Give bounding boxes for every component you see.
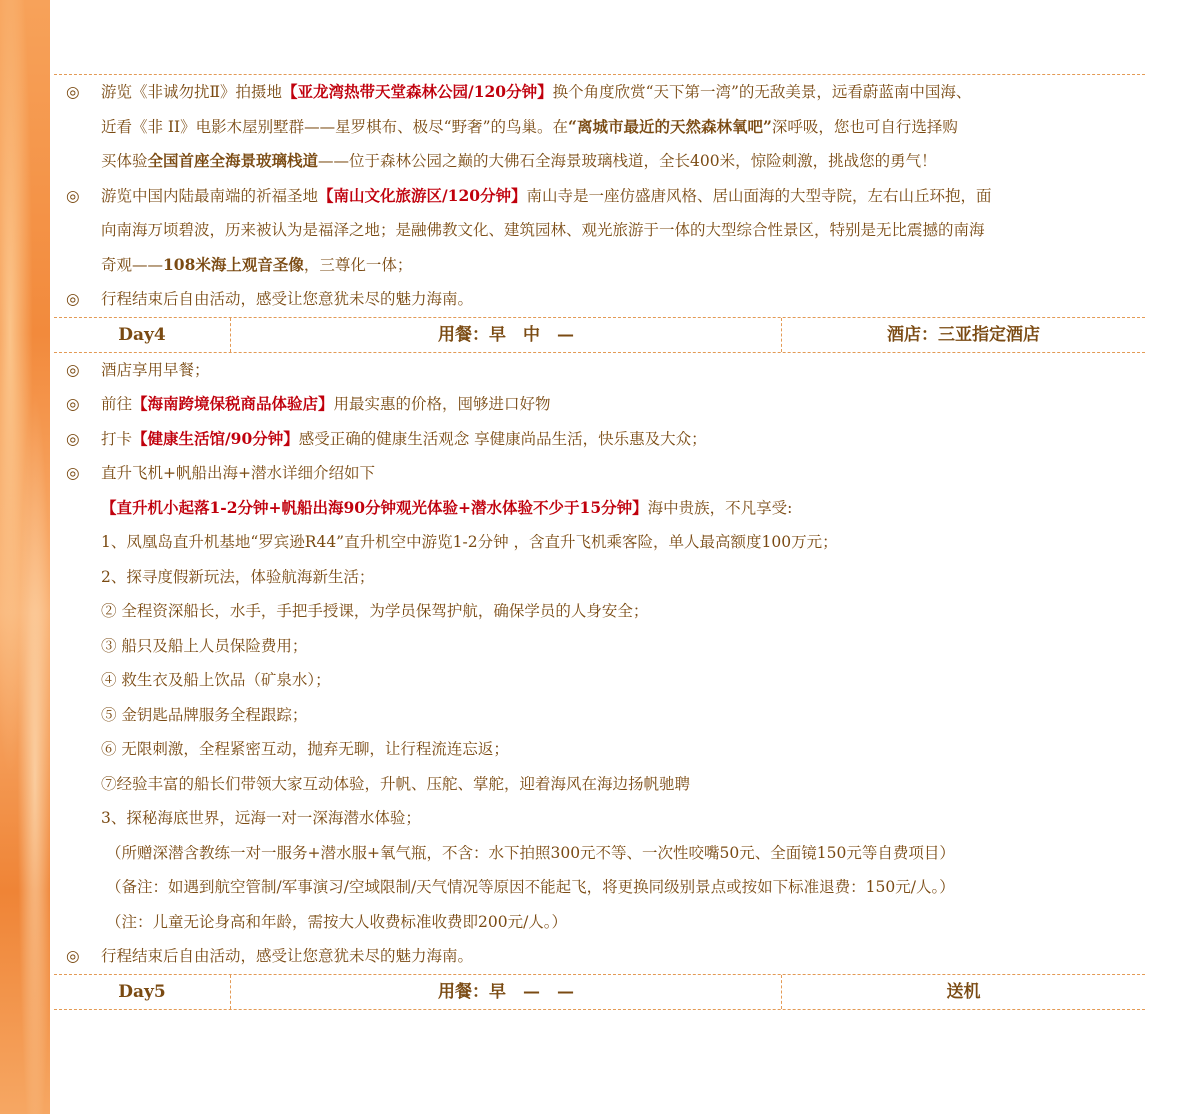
itinerary-item-nanshan-line3: 奇观——108米海上观音圣像，三尊化一体； [101,254,413,274]
itinerary-item-nanshan: ◎ 游览中国内陆最南端的祈福圣地【南山文化旅游区/120分钟】南山寺是一座仿盛唐风格、居山面海的大型寺院，左右山丘环抱，面 [54,179,1145,214]
day-header-day4 [54,317,1145,353]
itinerary-item-yalong: ◎ 游览《非诚勿扰Ⅱ》拍摄地【亚龙湾热带天堂森林公园/120分钟】换个角度欣赏“天下第一湾”的无敌美景，远看蔚蓝南中国海、 [54,75,1145,110]
itinerary-item-health: ◎ 打卡【健康生活馆/90分钟】感受正确的健康生活观念 享健康尚品生活，快乐惠及大众； [54,422,1145,457]
highlight-glass-walkway: 全国首座全海景玻璃栈道 [147,151,319,170]
bullet-icon: ◎ [66,290,80,308]
detail-line: ⑥ 无限刺激，全程紧密互动，抛弃无聊，让行程流连忘返； [101,740,509,758]
itinerary-content [54,74,1145,1010]
bullet-icon: ◎ [66,186,80,205]
highlight-helicopter: 【直升机小起落1-2分钟+帆船出海90分钟观光体验+潜水体验不少于15分钟】 [101,497,648,517]
itinerary-item-free-day3: ◎ 行程结束后自由活动，感受让您意犹未尽的魅力海南。 [54,282,1145,317]
detail-line: ③ 船只及船上人员保险费用； [101,636,308,655]
bullet-icon: ◎ [66,464,80,482]
detail-line: （所赠深潜含教练一对一服务+潜水服+氧气瓶，不含：水下拍照300元不等、一次性咬嘴50元、全面镜150元等自费项目） [106,843,955,862]
highlight-duty-free: 【海南跨境保税商品体验店】 [132,394,334,413]
detail-line: ⑦经验丰富的船长们带领大家互动体验，升帆、压舵、掌舵，迎着海风在海边扬帆驰聘 [101,774,691,793]
detail-line: （备注：如遇到航空管制/军事演习/空域限制/天气情况等原因不能起飞，将更换同级别景点或按如下标准退费：150元/人。） [106,878,955,896]
helicopter-highlight-line: 【直升机小起落1-2分钟+帆船出海90分钟观光体验+潜水体验不少于15分钟】海中贵族，不凡享受: [101,497,793,517]
transfer-info: 送机 [946,981,981,1002]
day-label: Day5 [54,975,231,1009]
day-label: Day4 [54,318,231,352]
detail-line: 3、探秘海底世界，远海一对一深海潜水体验； [101,809,421,827]
meals-info: 用餐：早 — — [231,975,782,1009]
hotel-info: 酒店：三亚指定酒店 [887,324,1040,345]
itinerary-item-duty-free: ◎ 前往【海南跨境保税商品体验店】用最实惠的价格，囤够进口好物 [54,387,1145,422]
itinerary-item-yalong-line2: 近看《非 II》电影木屋别墅群——星罗棋布、极尽“野奢”的鸟巢。在“离城市最近的天然森林氧吧”深呼吸，您也可自行选择购 [101,116,958,136]
side-decoration [0,0,50,1114]
detail-line: （注：儿童无论身高和年龄，需按大人收费标准收费即200元/人。） [106,912,568,931]
highlight-health: 【健康生活馆/90分钟】 [132,428,299,448]
bullet-icon: ◎ [66,947,80,965]
itinerary-item-nanshan-line2: 向南海万顷碧波，历来被认为是福泽之地；是融佛教文化、建筑园林、观光旅游于一体的大型综合性景区，特别是无比震撼的南海 [101,221,985,239]
detail-line: 2、探寻度假新玩法，体验航海新生活； [101,567,375,586]
bullet-icon: ◎ [66,395,80,413]
meals-info: 用餐：早 中 — [231,318,782,352]
highlight-yalong-park: 【亚龙湾热带天堂森林公园/120分钟】 [282,82,553,101]
detail-line: ② 全程资深船长，水手，手把手授课，为学员保驾护航，确保学员的人身安全； [101,602,649,620]
highlight-guanyin: 108米海上观音圣像 [163,254,304,274]
bullet-icon: ◎ [66,360,80,379]
detail-line: 1、凤凰岛直升机基地“罗宾逊R44”直升机空中游览1-2分钟 ，含直升飞机乘客险，单人最高额度100万元； [101,533,838,551]
detail-line: ⑤ 金钥匙品牌服务全程跟踪； [101,705,308,724]
itinerary-item-yalong-line3: 买体验全国首座全海景玻璃栈道——位于森林公园之巅的大佛石全海景玻璃栈道，全长400米，惊险刺激，挑战您的勇气！ [101,151,937,170]
itinerary-item-helicopter: ◎ 直升飞机+帆船出海+潜水详细介绍如下 [54,456,1145,491]
itinerary-item-free-day4: ◎ 行程结束后自由活动，感受让您意犹未尽的魅力海南。 [54,939,1145,974]
day-header-day5 [54,974,1145,1010]
itinerary-item-breakfast: ◎ 酒店享用早餐； [54,353,1145,388]
detail-line: ④ 救生衣及船上饮品（矿泉水）； [101,671,331,689]
bullet-icon: ◎ [66,83,80,101]
bullet-icon: ◎ [66,429,80,448]
highlight-oxygen-bar: “离城市最近的天然森林氧吧” [568,116,772,136]
highlight-nanshan: 【南山文化旅游区/120分钟】 [318,185,527,205]
